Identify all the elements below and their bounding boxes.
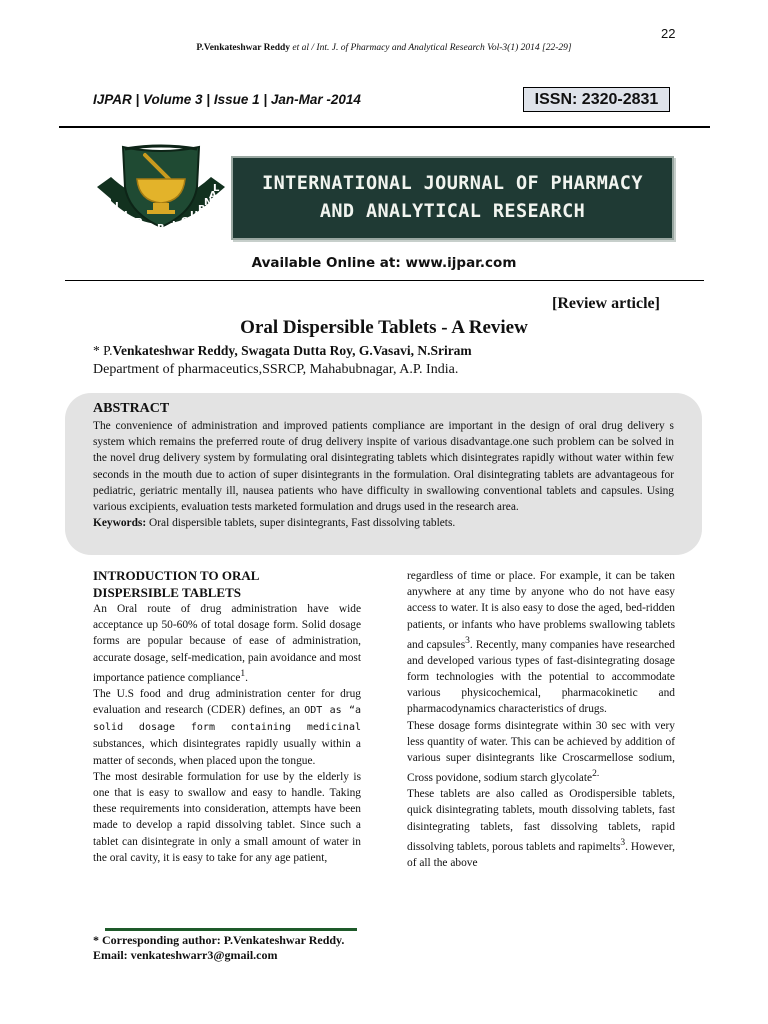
corresponding-author: * Corresponding author: P.Venkateshwar Reddy. [93,933,345,947]
running-header-citation: et al / Int. J. of Pharmacy and Analytical Research Vol-3(1) 2014 [22-29] [290,43,572,53]
running-header [0,43,768,53]
article-title: Oral Dispersible Tablets - A Review [240,317,528,338]
abstract-box [65,393,702,555]
right-paragraph-3-text: These tablets are also called as Orodispersible tablets, quick disintegrating tablets, mouth dissolving tablets, fast disintegrating tablets, fast dissolving tablets, rapid dissolving tablets, porous tablets and rapimelts [407,788,675,853]
svg-text:R: R [157,223,165,234]
available-online-link[interactable]: Available Online at: www.ijpar.com [251,255,517,271]
authors-names: Venkateshwar Reddy, Swagata Dutta Roy, G.Vasavi, N.Sriram [112,343,472,358]
left-column [93,568,361,866]
header-rule [59,126,710,128]
right-paragraph-2 [407,718,675,787]
svg-text:O: O [181,216,190,227]
intro-heading-line-2: DISPERSIBLE TABLETS [93,584,242,600]
keywords-line [93,515,674,531]
right-paragraph-2-text: These dosage forms disintegrate within 30 sec with very less quantity of water. This can be achieved by addition of various super disintegrants like Croscarmellose sodium, Cross povidone, sodium starch glycolate [407,719,675,785]
corresponding-email[interactable]: Email: venkateshwarr3@gmail.com [93,947,278,962]
svg-text:A: A [146,222,154,233]
logo-arch [125,146,197,149]
intro-paragraph-2-end: substances, which disintegrates rapidly usually within a matter of seconds, when placed upon the tongue. [93,738,361,767]
svg-text:J: J [124,210,128,221]
corresponding-author-footnote [93,933,344,962]
right-paragraph-1-end: . Recently, many companies have researched and developed various types of fast-disintegrating dosage form technologies with the potential to accommodate various physicochemical, pharmacokinetic and pharmacodynamics characteristics of drugs. [407,638,675,716]
journal-logo [93,143,229,239]
issn-box: ISSN: 2320-2831 [523,87,670,112]
intro-paragraph-2-text: The U.S food and drug administration center for drug evaluation and research (CDER) defines, an [93,687,361,717]
right-paragraph-3-end: . However, of all the above [407,840,675,869]
title-rule [65,280,704,281]
citation-ref: 2. [592,769,600,780]
intro-paragraph-1-end: . [245,671,248,684]
intro-paragraph-3: The most desirable formulation for use by the elderly is one that is easy to swallow and easy to handle. Taking these requirements into consideration, attempts have been made to develop a rapid dissolving tablet. Since such a tablet can disintegrate in only a small amount of water in the oral cavity, it is easy to take for any age patient, [93,770,361,864]
article-type: [Review article] [552,295,660,312]
authors [93,343,472,359]
abstract-text: The convenience of administration and improved patients compliance are important in the design of oral drug delivery s system which remains the preferred route of drug delivery inspite of various disadvantage.one such problem can be solved in the novel drug delivery system by formulating oral disintegrating tablets which disintegrates rapidly without water within few seconds in the mouth due to action of super disintegrants in the formulation. Oral disintegrating tablets are advantageous for pediatric, geriatric mentally ill, nausea patients who have difficulty in swallowing conventional tablets and capsules. Using various excipients, evaluation tests marketed formulation and drugs used in the research area. [93,420,674,514]
svg-text:U: U [190,210,199,221]
affiliation: Department of pharmaceutics,SSRCP, Mahabubnagar, A.P. India. [93,362,459,377]
right-paragraph-1-text: regardless of time or place. For example, it can be taken anywhere at any time by anyone who do not have easy access to water. It is also easy to dose the aged, bed-ridden patients, or infants who have problems swallowing tablets and capsules [407,570,675,651]
svg-text:L: L [213,183,220,194]
banner-line-2: AND ANALYTICAL RESEARCH [319,201,586,222]
issue-line: IJPAR | Volume 3 | Issue 1 | Jan-Mar -2014 [93,92,361,107]
intro-paragraph-1-text: An Oral route of drug administration have wide acceptance up 50-60% of total dosage form. Solid dosage forms are popular because of ease of administration, accurate dosage, self-medication, pain avoidance and most importance patience compliance [93,603,361,684]
svg-text:I: I [115,201,119,212]
intro-heading [93,568,361,601]
abstract-heading: ABSTRACT [93,401,170,416]
svg-text:J: J [172,220,176,231]
right-paragraph-3 [407,786,675,871]
footnote-rule [105,928,357,931]
svg-text:R: R [198,204,206,215]
page-number: 22 [661,26,676,41]
running-header-author: P.Venkateshwar Reddy [196,43,291,53]
citation-ref: 3 [465,635,470,646]
intro-paragraph-2 [93,686,361,769]
right-paragraph-1 [407,568,675,718]
journal-banner [231,156,674,240]
svg-text:P: P [135,217,143,228]
keywords-text: Oral dispersible tablets, super disintegrants, Fast dissolving tablets. [146,517,456,530]
keywords-label: Keywords: [93,517,147,530]
intro-paragraph-1 [93,601,361,686]
banner-line-1: INTERNATIONAL JOURNAL OF PHARMACY [262,173,643,194]
svg-text:A: A [209,190,217,201]
citation-ref: 1 [240,668,246,679]
logo-left-ribbon [97,177,111,199]
odt-definition: ODT as “a solid dosage form containing medicinal [93,705,361,734]
right-column [407,568,675,871]
citation-ref: 3 [620,837,626,848]
authors-prefix: * P. [93,343,113,358]
intro-heading-line-1: INTRODUCTION TO ORAL [93,568,260,583]
svg-text:N: N [204,197,213,208]
